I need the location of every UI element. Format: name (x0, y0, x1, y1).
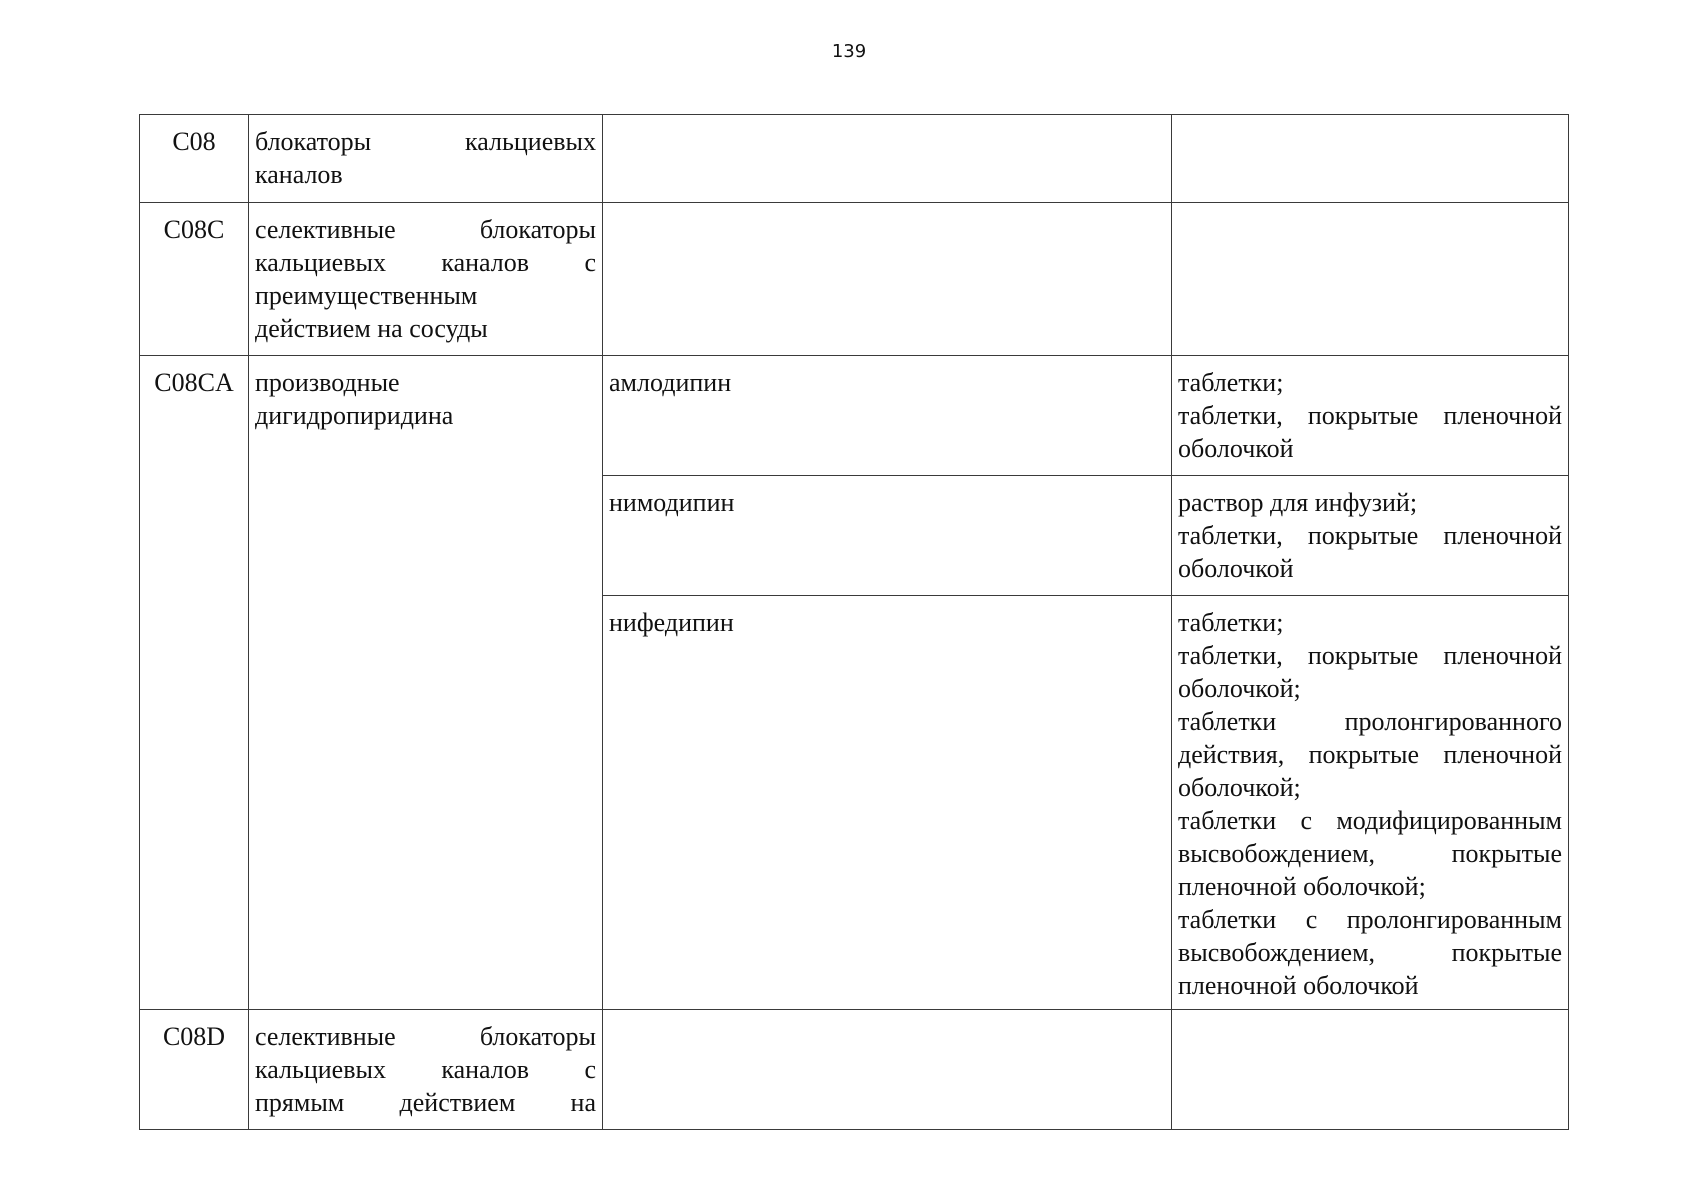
page-number: 139 (831, 41, 867, 62)
atc-name-line: действием на сосуды (255, 314, 488, 343)
drug-name-cell (603, 1010, 1172, 1130)
dosage-form-line: таблетки, покрытые пленочной (1178, 401, 1562, 430)
dosage-form-line: оболочкой; (1178, 773, 1301, 802)
dosage-form-line: таблетки; (1178, 608, 1284, 637)
atc-code-cell: C08CA (140, 356, 249, 1010)
dosage-form-cell (1172, 356, 1569, 476)
dosage-form-line: высвобождением, покрытые (1178, 839, 1562, 868)
drug-name-cell: нимодипин (603, 476, 1172, 596)
dosage-form-line: оболочкой (1178, 554, 1294, 583)
dosage-form-cell (1172, 115, 1569, 203)
atc-name-line: каналов (255, 160, 343, 189)
dosage-form-line: таблетки, покрытые пленочной (1178, 641, 1562, 670)
atc-name-line: селективные блокаторы (255, 1022, 596, 1051)
table-row-c08ca-amlodipine (140, 356, 1569, 476)
atc-name-line: преимущественным (255, 281, 478, 310)
drug-classification-table (139, 114, 1569, 1130)
atc-code-cell: C08C (140, 203, 249, 356)
atc-name-cell (249, 1010, 603, 1130)
dosage-form-line: таблетки, покрытые пленочной (1178, 521, 1562, 550)
atc-name-line: кальциевых каналов с (255, 1055, 596, 1084)
dosage-form-line: раствор для инфузий; (1178, 488, 1418, 517)
dosage-form-line: пленочной оболочкой; (1178, 872, 1426, 901)
atc-code-cell: C08D (140, 1010, 249, 1130)
dosage-form-cell (1172, 1010, 1569, 1130)
atc-name-line: производные (255, 368, 400, 397)
atc-name-cell (249, 356, 603, 1010)
table-row-c08 (140, 115, 1569, 203)
dosage-form-line: оболочкой; (1178, 674, 1301, 703)
dosage-form-line: таблетки; (1178, 368, 1284, 397)
dosage-form-line: пленочной оболочкой (1178, 971, 1419, 1000)
atc-name-cell (249, 115, 603, 203)
dosage-form-cell (1172, 476, 1569, 596)
atc-name-line: прямым действием на (255, 1088, 596, 1117)
dosage-form-line: оболочкой (1178, 434, 1294, 463)
dosage-form-cell (1172, 596, 1569, 1010)
drug-name-cell: амлодипин (603, 356, 1172, 476)
atc-name-cell (249, 203, 603, 356)
drug-name-cell: нифедипин (603, 596, 1172, 1010)
dosage-form-line: таблетки пролонгированного (1178, 707, 1562, 736)
atc-code-cell: C08 (140, 115, 249, 203)
drug-name-cell (603, 203, 1172, 356)
dosage-form-cell (1172, 203, 1569, 356)
dosage-form-line: таблетки с пролонгированным (1178, 905, 1562, 934)
atc-name-line: селективные блокаторы (255, 215, 596, 244)
dosage-form-line: таблетки с модифицированным (1178, 806, 1562, 835)
dosage-form-line: высвобождением, покрытые (1178, 938, 1562, 967)
table-row-c08d (140, 1010, 1569, 1130)
dosage-form-line: действия, покрытые пленочной (1178, 740, 1562, 769)
atc-name-line: дигидропиридина (255, 401, 454, 430)
atc-name-line: кальциевых каналов с (255, 248, 596, 277)
table-row-c08c (140, 203, 1569, 356)
drug-name-cell (603, 115, 1172, 203)
atc-name-line: блокаторы кальциевых (255, 127, 596, 156)
